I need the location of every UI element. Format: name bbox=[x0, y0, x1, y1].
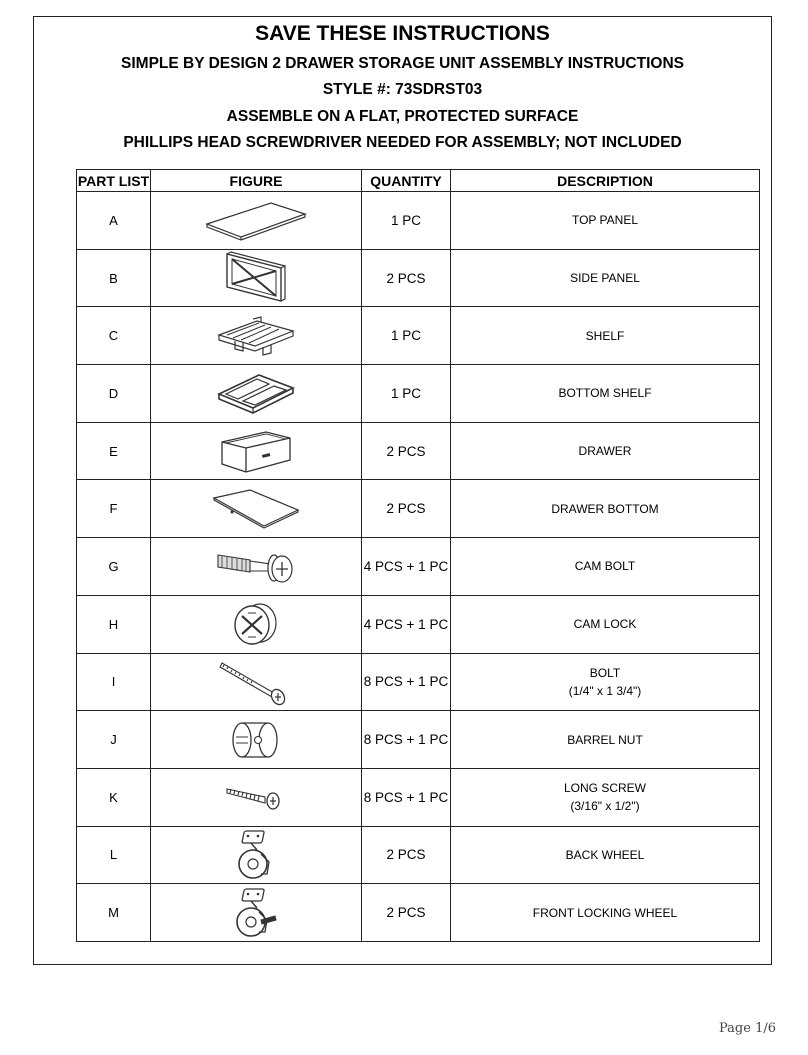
col-header-figure: FIGURE bbox=[151, 170, 362, 192]
col-header-description: DESCRIPTION bbox=[451, 170, 760, 192]
style-number: STYLE #: 73SDRST03 bbox=[322, 81, 483, 98]
table-row bbox=[77, 192, 760, 250]
cam-bolt-icon bbox=[210, 543, 302, 589]
part-letter: I bbox=[77, 653, 151, 711]
long-screw-icon bbox=[221, 777, 291, 817]
quantity: 1 PC bbox=[362, 192, 451, 250]
description: CAM LOCK bbox=[451, 595, 760, 653]
part-letter: M bbox=[77, 884, 151, 942]
table-row bbox=[77, 826, 760, 884]
table-row bbox=[77, 711, 760, 769]
table-row bbox=[77, 884, 760, 942]
surface-note: ASSEMBLE ON A FLAT, PROTECTED SURFACE bbox=[226, 108, 579, 125]
bolt-icon bbox=[216, 657, 296, 707]
front-locking-wheel-icon bbox=[231, 886, 281, 940]
description: SHELF bbox=[451, 307, 760, 365]
quantity: 4 PCS + 1 PC bbox=[362, 595, 451, 653]
description: CAM BOLT bbox=[451, 538, 760, 596]
part-letter: A bbox=[77, 192, 151, 250]
table-row bbox=[77, 595, 760, 653]
drawer-bottom-icon bbox=[208, 486, 304, 532]
page-number: Page 1/6 bbox=[719, 1021, 776, 1036]
part-letter: B bbox=[77, 249, 151, 307]
part-letter: G bbox=[77, 538, 151, 596]
description: BARREL NUT bbox=[451, 711, 760, 769]
col-header-quantity: QUANTITY bbox=[362, 170, 451, 192]
quantity: 2 PCS bbox=[362, 884, 451, 942]
part-letter: K bbox=[77, 768, 151, 826]
table-row bbox=[77, 768, 760, 826]
description: BACK WHEEL bbox=[451, 826, 760, 884]
quantity: 8 PCS + 1 PC bbox=[362, 768, 451, 826]
back-wheel-icon bbox=[231, 828, 281, 882]
table-row bbox=[77, 249, 760, 307]
table-header-row bbox=[77, 170, 760, 192]
description: DRAWER BOTTOM bbox=[451, 480, 760, 538]
page-title: SAVE THESE INSTRUCTIONS bbox=[255, 22, 550, 45]
top-panel-icon bbox=[201, 197, 311, 243]
table-row bbox=[77, 422, 760, 480]
description: TOP PANEL bbox=[451, 192, 760, 250]
cam-lock-icon bbox=[228, 599, 284, 649]
description: BOTTOM SHELF bbox=[451, 365, 760, 423]
product-title: SIMPLE BY DESIGN 2 DRAWER STORAGE UNIT ASSEMBLY INSTRUCTIONS bbox=[121, 55, 684, 72]
part-letter: C bbox=[77, 307, 151, 365]
quantity: 2 PCS bbox=[362, 480, 451, 538]
description: SIDE PANEL bbox=[451, 249, 760, 307]
quantity: 8 PCS + 1 PC bbox=[362, 711, 451, 769]
part-letter: J bbox=[77, 711, 151, 769]
quantity: 2 PCS bbox=[362, 422, 451, 480]
quantity: 1 PC bbox=[362, 365, 451, 423]
tool-note: PHILLIPS HEAD SCREWDRIVER NEEDED FOR ASSEMBLY; NOT INCLUDED bbox=[123, 134, 682, 151]
part-letter: E bbox=[77, 422, 151, 480]
parts-table bbox=[76, 169, 760, 942]
description: DRAWER bbox=[451, 422, 760, 480]
part-letter: F bbox=[77, 480, 151, 538]
description: BOLT (1/4" x 1 3/4") bbox=[451, 653, 760, 711]
quantity: 8 PCS + 1 PC bbox=[362, 653, 451, 711]
part-letter: L bbox=[77, 826, 151, 884]
table-row bbox=[77, 538, 760, 596]
quantity: 2 PCS bbox=[362, 826, 451, 884]
drawer-icon bbox=[216, 426, 296, 476]
shelf-icon bbox=[213, 313, 299, 359]
table-row bbox=[77, 365, 760, 423]
quantity: 1 PC bbox=[362, 307, 451, 365]
quantity: 4 PCS + 1 PC bbox=[362, 538, 451, 596]
col-header-part-list: PART LIST bbox=[77, 170, 151, 192]
part-letter: H bbox=[77, 595, 151, 653]
barrel-nut-icon bbox=[228, 715, 284, 765]
side-panel-icon bbox=[221, 251, 291, 305]
description: LONG SCREW (3/16" x 1/2") bbox=[451, 768, 760, 826]
table-row bbox=[77, 653, 760, 711]
table-row bbox=[77, 480, 760, 538]
part-letter: D bbox=[77, 365, 151, 423]
quantity: 2 PCS bbox=[362, 249, 451, 307]
description: FRONT LOCKING WHEEL bbox=[451, 884, 760, 942]
table-row bbox=[77, 307, 760, 365]
bottom-shelf-icon bbox=[213, 368, 299, 418]
